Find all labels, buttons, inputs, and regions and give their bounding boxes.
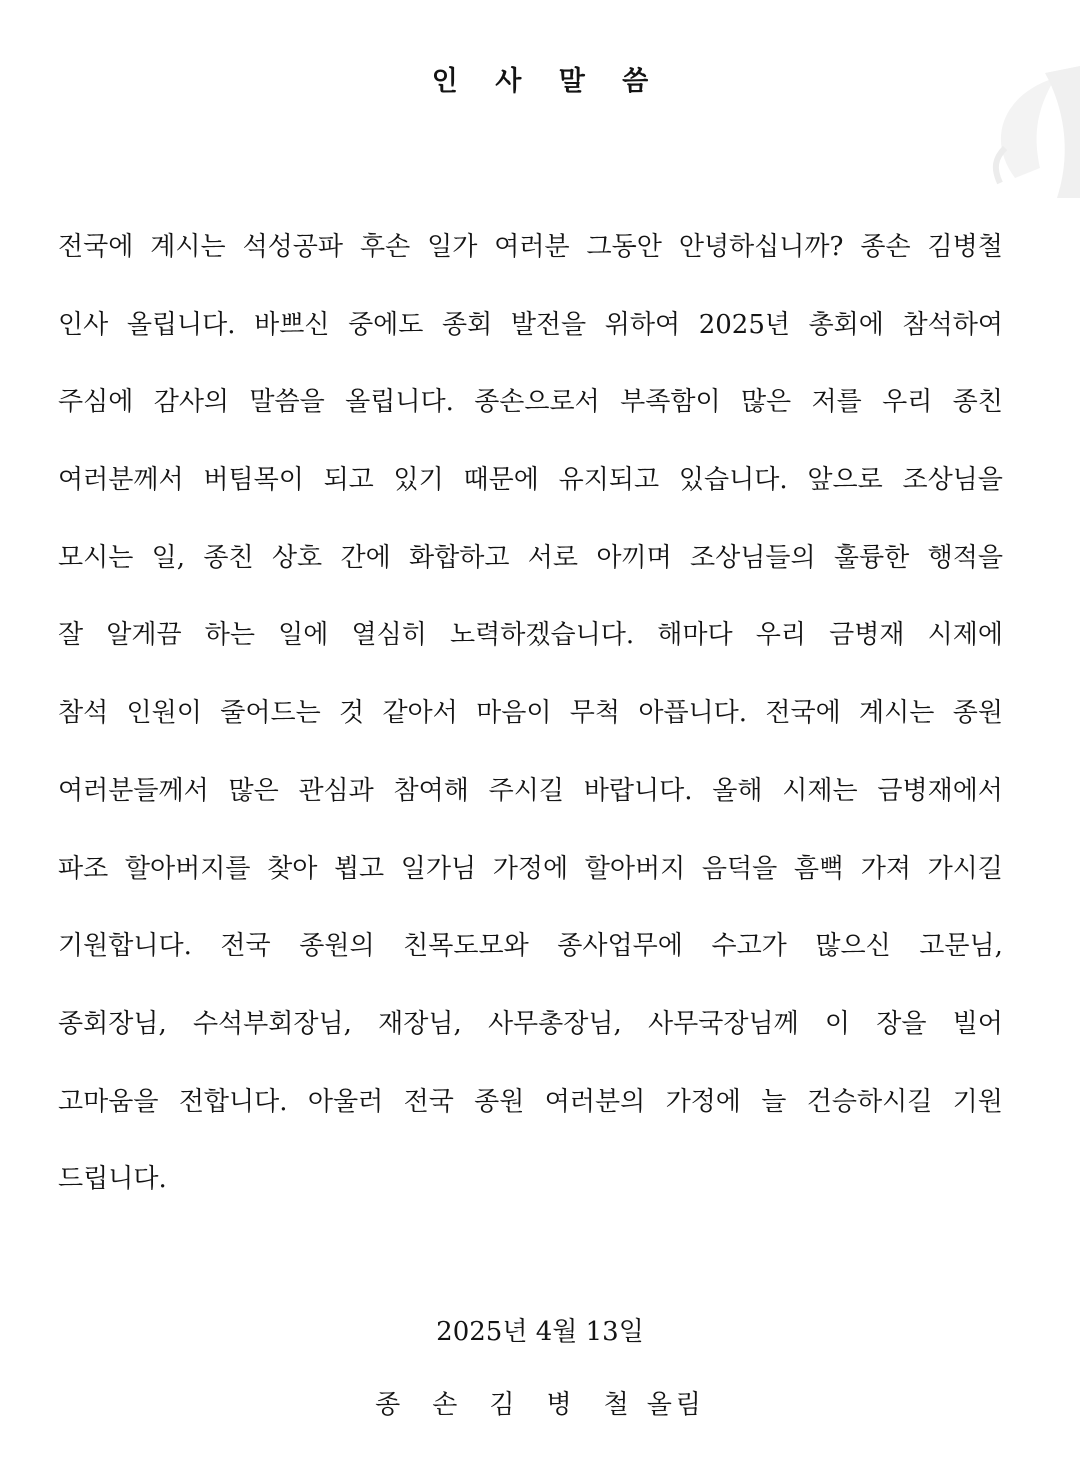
body-word: 여러분	[494, 232, 570, 262]
body-word: 종친	[203, 542, 254, 573]
body-word: 전국에	[765, 698, 841, 729]
body-word: 수석부회장님,	[192, 1008, 352, 1039]
body-word: 바쁘신	[254, 309, 330, 340]
document-date: 2025년 4월 13일	[436, 1317, 644, 1347]
body-word: 부족함이	[620, 387, 721, 418]
body-word: 되고	[323, 465, 374, 496]
body-line	[58, 846, 1003, 924]
body-word: 버팀목이	[203, 465, 304, 496]
body-word: 아울러	[307, 1086, 384, 1117]
body-line	[58, 379, 1003, 457]
body-line	[58, 224, 1003, 302]
signature-name-char: 종	[375, 1390, 405, 1420]
body-word: 마음이	[476, 698, 552, 729]
body-word: 종친	[952, 387, 1003, 418]
body-word: 간에	[340, 542, 391, 573]
body-word: 알게끔	[106, 620, 182, 651]
body-word: 일가님	[400, 853, 477, 884]
body-word: 노력하겠습니다.	[450, 620, 635, 651]
body-word: 여러분께서	[58, 465, 184, 496]
body-word: 가정에	[665, 1086, 741, 1117]
body-word: 금병재에서	[877, 775, 1003, 806]
body-word: 할아버지	[584, 853, 686, 884]
signature-suffix: 올림	[646, 1390, 705, 1420]
body-word: 조상님들의	[690, 542, 816, 573]
body-word: 뵙고	[333, 853, 385, 884]
body-line	[58, 690, 1003, 768]
body-word: 저를	[811, 387, 862, 418]
body-word: 같아서	[382, 698, 458, 729]
body-word: 늘	[761, 1086, 787, 1117]
body-word: 석성공파	[242, 232, 344, 262]
body-line	[58, 1001, 1003, 1079]
body-word: 줄어드는	[220, 698, 321, 729]
body-word: 많은	[740, 387, 792, 418]
body-word: 가시길	[927, 853, 1003, 884]
body-word: 있기	[393, 465, 444, 496]
body-word: 그동안	[586, 232, 662, 262]
body-line	[58, 923, 1003, 1001]
body-word: 유지되고	[558, 465, 660, 496]
body-word: 참석하여	[902, 309, 1003, 340]
body-word: 우리	[755, 620, 806, 651]
body-word: 종손으로서	[474, 387, 600, 418]
body-word: 금병재	[829, 620, 905, 651]
body-word: 건승하시길	[806, 1086, 933, 1117]
body-word: 열심히	[351, 620, 427, 651]
body-line	[58, 535, 1003, 613]
body-word: 아픕니다.	[638, 698, 748, 729]
body-word: 계시는	[150, 232, 226, 262]
body-word: 안녕하십니까?	[678, 232, 844, 262]
document-title: 인 사 말 씀	[431, 66, 663, 97]
body-word: 고마움을	[58, 1086, 159, 1117]
signature-name-char: 철	[603, 1390, 633, 1420]
body-word: 기원	[952, 1086, 1003, 1117]
body-word: 말씀을	[249, 387, 325, 418]
body-word: 참여해	[393, 775, 469, 806]
body-word: 때문에	[463, 465, 539, 496]
body-word: 아끼며	[596, 542, 672, 573]
body-line	[58, 302, 1003, 380]
body-word: 음덕을	[701, 853, 778, 884]
body-word: 일가	[427, 232, 478, 262]
body-word: 계시는	[859, 698, 935, 729]
body-word: 여러분의	[544, 1086, 646, 1117]
body-word: 찾아	[267, 853, 318, 884]
body-word: 해마다	[657, 620, 733, 651]
body-word: 종회	[442, 309, 493, 340]
body-word: 빌어	[952, 1008, 1003, 1039]
body-word: 2025년	[698, 309, 790, 340]
body-word: 상호	[271, 542, 323, 573]
body-word: 올립니다.	[345, 387, 454, 418]
body-word: 일에	[278, 620, 329, 651]
body-word: 김병철	[927, 232, 1003, 262]
greeting-body	[58, 224, 1003, 1234]
signature-name-char: 김	[489, 1390, 519, 1420]
body-word: 종원	[952, 698, 1003, 729]
body-word: 관심과	[298, 775, 374, 806]
body-word: 여러분들께서	[58, 775, 209, 806]
body-word: 인원이	[126, 698, 202, 729]
body-word: 바랍니다.	[583, 775, 693, 806]
body-word: 올립니다.	[126, 309, 236, 340]
body-word: 화합하고	[409, 542, 510, 573]
body-word: 것	[339, 698, 365, 729]
body-word: 많은	[228, 775, 279, 806]
body-word: 수고가	[711, 931, 787, 962]
body-word: 후손	[359, 232, 411, 262]
body-line	[58, 457, 1003, 535]
body-word: 종원	[474, 1086, 525, 1117]
body-word: 시제에	[927, 620, 1003, 651]
body-word: 조상님을	[902, 465, 1003, 496]
body-word: 시제는	[782, 775, 858, 806]
body-word: 종손	[860, 232, 911, 262]
body-word: 기원합니다.	[58, 931, 192, 962]
body-word: 참석	[58, 698, 109, 729]
body-word: 전국	[403, 1086, 454, 1117]
body-word: 전합니다.	[178, 1086, 288, 1117]
body-word: 고문님,	[919, 931, 1003, 962]
body-word: 전국	[220, 931, 271, 962]
body-word: 주시길	[488, 775, 565, 806]
body-word: 사무국장님께	[648, 1008, 799, 1039]
body-word: 할아버지를	[124, 853, 251, 884]
body-word: 올해	[712, 775, 763, 806]
signature-name-char: 병	[546, 1390, 576, 1420]
body-word: 많으신	[815, 931, 891, 962]
body-word: 잘	[58, 620, 84, 651]
body-word: 재장님,	[378, 1008, 462, 1039]
body-word: 친목도모와	[403, 931, 529, 962]
body-word: 앞으로	[807, 465, 883, 496]
body-word: 이	[824, 1008, 851, 1039]
body-word: 하는	[204, 620, 255, 651]
body-line	[58, 768, 1003, 846]
body-word: 우리	[882, 387, 933, 418]
body-word: 사무총장님,	[487, 1008, 622, 1039]
body-word: 있습니다.	[678, 465, 788, 496]
body-word: 모시는	[58, 542, 134, 573]
body-word: 드립니다.	[58, 1164, 167, 1195]
signature-name-char: 손	[432, 1390, 462, 1420]
body-word: 행적을	[927, 542, 1003, 573]
body-word: 총회에	[808, 309, 884, 340]
body-word: 감사의	[153, 387, 230, 418]
body-word: 훌륭한	[833, 542, 910, 573]
body-word: 종사업무에	[557, 931, 683, 962]
body-word: 서로	[527, 542, 579, 573]
body-line	[58, 1156, 1003, 1234]
body-word: 주심에	[58, 387, 134, 418]
body-word: 전국에	[58, 232, 134, 262]
body-word: 장을	[876, 1008, 927, 1039]
body-word: 무척	[569, 698, 621, 729]
body-word: 일,	[151, 542, 186, 573]
body-line	[58, 612, 1003, 690]
body-word: 가정에	[492, 853, 569, 884]
body-word: 위하여	[604, 309, 681, 340]
body-word: 종원의	[299, 931, 375, 962]
body-word: 종회장님,	[58, 1008, 167, 1039]
body-word: 가져	[860, 853, 911, 884]
body-word: 흠뻑	[793, 853, 845, 884]
body-word: 파조	[58, 853, 109, 884]
signature	[0, 1383, 1080, 1427]
body-line	[58, 1079, 1003, 1157]
body-word: 인사	[58, 309, 109, 340]
body-word: 중에도	[348, 309, 424, 340]
body-word: 발전을	[510, 309, 587, 340]
